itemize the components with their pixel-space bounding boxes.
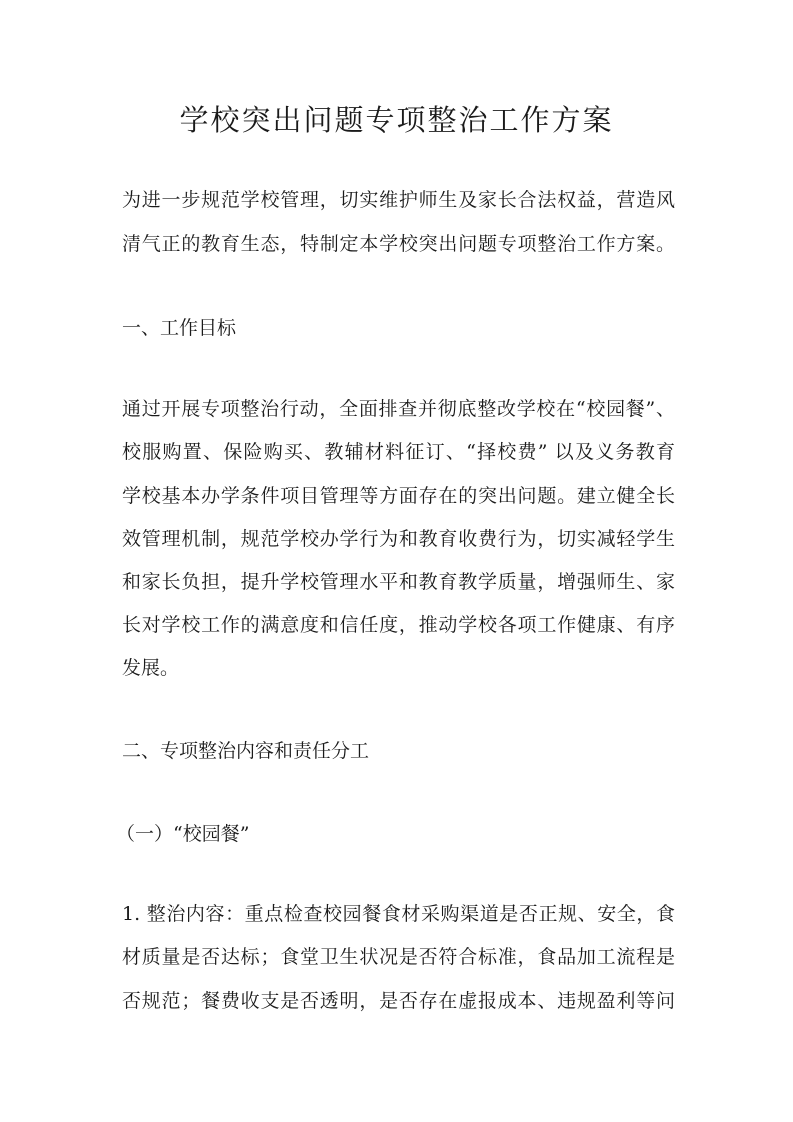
paragraph-line: 1. 整治内容：重点检查校园餐食材采购渠道是否正规、安全，食 xyxy=(122,903,675,925)
intro-line: 清气正的教育生态，特制定本学校突出问题专项整治工作方案。 xyxy=(122,233,675,255)
paragraph-line: 校服购置、保险购买、教辅材料征订、“择校费” 以及义务教育 xyxy=(122,441,675,463)
subsection-heading: （一）“校园餐” xyxy=(116,823,250,845)
paragraph-line: 通过开展专项整治行动，全面排查并彻底整改学校在“校园餐”、 xyxy=(122,398,675,420)
paragraph-line: 材质量是否达标；食堂卫生状况是否符合标准，食品加工流程是 xyxy=(122,946,675,968)
section-heading-content: 二、专项整治内容和责任分工 xyxy=(122,740,370,762)
paragraph-line: 否规范；餐费收支是否透明，是否存在虚报成本、违规盈利等问 xyxy=(122,990,675,1012)
paragraph-line: 发展。 xyxy=(122,657,180,679)
paragraph-line: 效管理机制，规范学校办学行为和教育收费行为，切实减轻学生 xyxy=(122,528,675,550)
section-heading-goals: 一、工作目标 xyxy=(122,317,237,339)
paragraph-line: 学校基本办学条件项目管理等方面存在的突出问题。建立健全长 xyxy=(122,485,675,507)
intro-line: 为进一步规范学校管理，切实维护师生及家长合法权益，营造风 xyxy=(122,189,675,211)
paragraph-line: 长对学校工作的满意度和信任度，推动学校各项工作健康、有序 xyxy=(122,614,675,636)
paragraph-line: 和家长负担，提升学校管理水平和教育教学质量，增强师生、家 xyxy=(122,571,675,593)
document-title: 学校突出问题专项整治工作方案 xyxy=(179,103,614,137)
